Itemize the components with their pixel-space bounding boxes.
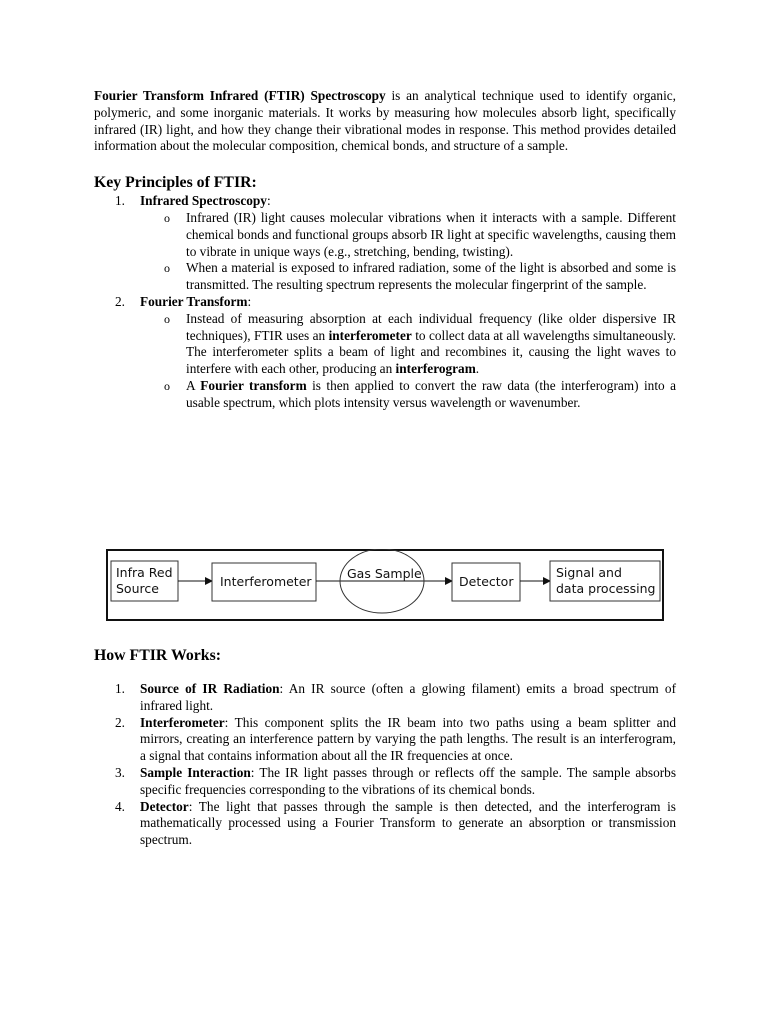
sub-item-text: .	[475, 361, 480, 377]
step-text: : An IR source (often a glowing filament) emits a broad spectrum of infrared light.	[140, 681, 677, 713]
signal-label-line1: Signal and	[556, 565, 622, 580]
list-item	[94, 765, 676, 799]
sub-item-text: Infrared (IR) light causes molecular vibrations when it interacts with a sample. Different chemical bonds and functional groups absorb IR light at specific wavelengths, causing them to vibrate in unique ways (e.g., stretching, bending, twisting).	[186, 209, 677, 259]
list-number: 4.	[115, 798, 125, 814]
sub-item-text: Instead of measuring absorption at each individual frequency (like older dispersive IR techniques), FTIR uses an	[186, 310, 676, 343]
bold-term: interferogram	[395, 361, 476, 377]
list-number: 2.	[115, 714, 125, 730]
principle-title: Fourier Transform	[140, 293, 248, 309]
list-item	[94, 715, 676, 765]
bullet-icon: o	[164, 210, 170, 225]
diagram-svg	[106, 549, 664, 621]
detector-label: Detector	[459, 574, 514, 589]
step-title: Interferometer	[140, 714, 225, 730]
sub-list-item	[140, 311, 676, 378]
step-text: : The light that passes through the sample is then detected, and the interferogram is mathematically processed using a Fourier Transform to generate an absorption or transmission spectrum.	[140, 798, 676, 848]
list-item	[94, 681, 676, 715]
step-text: : This component splits the IR beam into two paths using a beam splitter and mirrors, creating an interference pattern by varying the path lengths. The result is an interferogram, a signal that contains information about all the IR frequencies at once.	[140, 714, 676, 764]
sub-list	[140, 311, 676, 412]
document-body	[94, 88, 676, 412]
colon: :	[247, 293, 252, 309]
source-label-line1: Infra Red	[116, 565, 173, 580]
list-item	[94, 193, 676, 294]
sub-item-text: A	[186, 377, 201, 393]
list-number: 2.	[115, 293, 125, 309]
bold-term: interferometer	[328, 327, 412, 343]
gas-sample-label: Gas Sample	[347, 566, 422, 581]
bullet-icon: o	[164, 311, 170, 326]
intro-text: is an analytical technique used to identify organic, polymeric, and some inorganic materials. It works by measuring how molecules absorb light, specifically infrared (IR) light, and how they change their vibrational modes in response. This method provides detailed information about the molecular composition, chemical bonds, and structure of a sample.	[94, 88, 676, 154]
step-text: : The IR light passes through or reflects off the sample. The sample absorbs specific frequencies corresponding to the vibrations of its chemical bonds.	[140, 764, 677, 797]
source-label-line2: Source	[116, 581, 159, 596]
sub-item-text: to collect data at all wavelengths simultaneously. The interferometer splits a beam of light and recombines it, causing the light waves to interfere with each other, producing an	[186, 327, 676, 377]
list-item	[94, 799, 676, 849]
list-number: 3.	[115, 764, 125, 780]
bold-term: Fourier transform	[200, 377, 307, 393]
interferometer-label: Interferometer	[220, 574, 312, 589]
step-title: Sample Interaction	[140, 764, 251, 780]
list-number: 1.	[115, 681, 125, 696]
step-title: Source of IR Radiation	[140, 681, 280, 696]
key-principles-heading: Key Principles of FTIR:	[94, 174, 257, 192]
step-title: Detector	[140, 798, 189, 814]
colon: :	[266, 193, 271, 209]
how-ftir-works-list	[94, 681, 676, 849]
intro-bold-term: Fourier Transform Infrared (FTIR) Spectroscopy	[94, 88, 386, 103]
sub-list-item	[140, 260, 676, 294]
principle-title: Infrared Spectroscopy	[140, 193, 267, 209]
sub-list-item	[140, 210, 676, 260]
list-number: 1.	[115, 193, 125, 209]
bullet-icon: o	[164, 378, 170, 393]
sub-list	[140, 210, 676, 294]
bullet-icon: o	[164, 261, 170, 276]
how-ftir-works-heading: How FTIR Works:	[94, 647, 221, 664]
intro-paragraph	[94, 88, 676, 155]
signal-label-line2: data processing	[556, 581, 656, 596]
sub-item-text: is then applied to convert the raw data (the interferogram) into a usable spectrum, which plots intensity versus wavelength or wavenumber.	[186, 377, 676, 410]
ftir-block-diagram	[106, 549, 664, 621]
sub-list-item	[140, 378, 676, 412]
list-item	[94, 294, 676, 412]
key-principles-list	[94, 193, 676, 411]
sub-item-text: When a material is exposed to infrared radiation, some of the light is absorbed and some is transmitted. The resulting spectrum represents the molecular fingerprint of the sample.	[186, 260, 676, 293]
